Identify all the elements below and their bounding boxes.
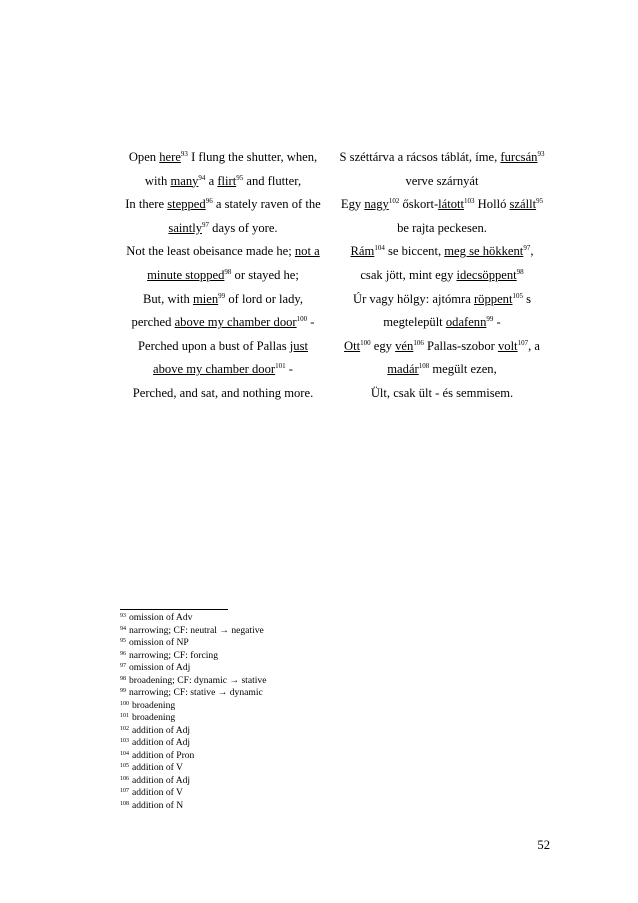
footnote-number: 104 xyxy=(120,750,129,757)
verse-text: But, with xyxy=(142,291,193,306)
footnote xyxy=(120,775,420,788)
english-verse-line xyxy=(116,358,330,382)
footnote-reference: 97 xyxy=(202,220,210,229)
underlined-text: many xyxy=(170,173,199,188)
hungarian-verse-line xyxy=(333,382,551,406)
footnote-reference: 102 xyxy=(388,197,400,206)
verse-text: a stately raven of the xyxy=(212,197,321,212)
footnote-reference: 100 xyxy=(360,338,371,347)
footnote-text: omission of NP xyxy=(129,637,189,648)
verse-text: I flung the shutter, when, xyxy=(187,150,318,164)
hungarian-verse-line xyxy=(333,146,551,170)
footnote-reference: 100 xyxy=(296,315,308,324)
footnote-reference: 101 xyxy=(275,362,286,371)
footnote-text: omission of Adj xyxy=(129,662,191,673)
english-verse-line xyxy=(116,217,330,241)
footnote xyxy=(120,687,420,700)
footnote-separator xyxy=(120,609,228,610)
footnote-text: addition of V xyxy=(132,787,183,798)
footnote-number: 108 xyxy=(120,800,129,807)
footnote xyxy=(120,737,420,750)
footnote xyxy=(120,675,420,688)
verse-text: - xyxy=(307,315,315,330)
footnote-number: 98 xyxy=(120,675,126,682)
footnote-text: narrowing; CF: stative → dynamic xyxy=(129,687,263,698)
underlined-text: not a xyxy=(294,244,320,259)
footnote-number: 99 xyxy=(120,688,126,694)
footnote xyxy=(120,712,420,725)
verse-text: Perched upon a bust of Pallas xyxy=(138,338,290,353)
footnote-number: 106 xyxy=(120,775,129,782)
verse-text: megtelepült xyxy=(383,315,446,330)
verse-text: - xyxy=(285,362,293,377)
underlined-text: above my chamber door xyxy=(153,362,276,377)
footnote-reference: 104 xyxy=(374,244,385,253)
footnote-reference: 107 xyxy=(517,338,529,347)
verse-text: days of yore. xyxy=(209,220,278,235)
verse-text: be rajta peckesen. xyxy=(397,220,487,235)
english-verse-line xyxy=(116,240,330,264)
footnote-reference: 99 xyxy=(218,291,226,300)
hungarian-verse-line xyxy=(333,358,551,382)
english-stanza xyxy=(116,146,330,406)
footnote-number: 103 xyxy=(120,738,129,744)
hungarian-stanza xyxy=(333,146,551,406)
verse-text: s xyxy=(522,291,532,306)
verse-text: or stayed he; xyxy=(231,267,299,282)
verse-text: Open xyxy=(128,150,160,164)
footnote xyxy=(120,625,420,638)
hungarian-verse-line xyxy=(333,170,551,194)
footnote-text: addition of N xyxy=(132,799,184,811)
footnote-text: addition of V xyxy=(132,762,183,773)
underlined-text: idecsöppent xyxy=(456,267,517,282)
underlined-text: volt xyxy=(497,338,518,353)
underlined-text: just xyxy=(289,338,308,353)
verse-text: verve szárnyát xyxy=(405,173,479,188)
footnote-reference: 93 xyxy=(537,150,545,158)
verse-text: , a xyxy=(528,338,540,353)
underlined-text: szállt xyxy=(509,197,537,212)
footnote xyxy=(120,787,420,800)
footnote-number: 107 xyxy=(120,788,129,794)
footnote xyxy=(120,612,420,625)
underlined-text: vén xyxy=(395,338,414,353)
footnote-text: addition of Adj xyxy=(132,774,191,786)
footnote-reference: 105 xyxy=(512,291,523,300)
underlined-text: here xyxy=(159,150,181,164)
underlined-text: odafenn xyxy=(445,315,487,330)
english-verse-line xyxy=(116,311,330,335)
page-number: 52 xyxy=(537,838,550,852)
footnote-reference: 98 xyxy=(224,267,232,276)
verse-text: In there xyxy=(125,197,168,212)
footnote-number: 96 xyxy=(120,650,126,657)
footnote xyxy=(120,650,420,663)
verse-text: Ült, csak ült - és semmisem. xyxy=(370,385,514,400)
hungarian-verse-line xyxy=(333,311,551,335)
footnote-number: 97 xyxy=(120,663,126,669)
footnote-number: 102 xyxy=(120,725,129,732)
footnote xyxy=(120,637,420,650)
verse-text: egy xyxy=(370,338,396,353)
footnote-reference: 96 xyxy=(205,197,213,206)
hungarian-verse-line xyxy=(333,288,551,312)
underlined-text: nagy xyxy=(364,197,389,212)
english-verse-line xyxy=(116,382,330,406)
hungarian-verse-line xyxy=(333,217,551,241)
verse-text: megült ezen, xyxy=(429,362,497,377)
footnote-text: addition of Adj xyxy=(132,737,191,748)
underlined-text: röppent xyxy=(473,291,513,306)
hungarian-verse-line xyxy=(333,240,551,264)
verse-text: and flutter, xyxy=(243,173,302,188)
hungarian-verse-line xyxy=(333,193,551,217)
underlined-text: látott xyxy=(438,197,465,212)
verse-text: of lord or lady, xyxy=(225,291,304,306)
footnote-reference: 106 xyxy=(413,338,424,347)
hungarian-verse-line xyxy=(333,264,551,288)
verse-text: - xyxy=(493,315,501,330)
footnote-number: 100 xyxy=(120,700,129,707)
footnote-reference: 98 xyxy=(516,267,524,276)
footnote-number: 105 xyxy=(120,763,129,769)
english-verse-line xyxy=(116,146,330,170)
footnote-reference: 103 xyxy=(464,197,475,206)
footnote-number: 93 xyxy=(120,613,126,619)
english-verse-line xyxy=(116,288,330,312)
underlined-text: Rám xyxy=(350,244,375,259)
footnote-text: narrowing; CF: neutral → negative xyxy=(129,624,264,636)
footnote-text: narrowing; CF: forcing xyxy=(129,649,218,661)
footnote-reference: 94 xyxy=(198,173,206,182)
footnote-number: 95 xyxy=(120,638,126,644)
english-verse-line xyxy=(116,264,330,288)
footnote-text: addition of Pron xyxy=(132,749,195,761)
footnote xyxy=(120,725,420,738)
verse-text: őskort- xyxy=(399,197,439,212)
footnote xyxy=(120,700,420,713)
underlined-text: minute stopped xyxy=(147,267,225,282)
footnote-text: omission of Adv xyxy=(129,612,193,623)
footnote-reference: 108 xyxy=(418,362,430,371)
footnote-list xyxy=(120,612,420,812)
underlined-text: meg se hökkent xyxy=(444,244,524,259)
english-verse-line xyxy=(116,335,330,359)
footnote-text: addition of Adj xyxy=(132,724,191,736)
underlined-text: furcsán xyxy=(500,150,538,164)
underlined-text: Ott xyxy=(344,338,361,353)
underlined-text: mien xyxy=(192,291,219,306)
english-verse-line xyxy=(116,193,330,217)
verse-text: Úr vagy hölgy: ajtómra xyxy=(352,291,474,306)
verse-text: Perched, and sat, and nothing more. xyxy=(132,385,314,400)
footnote-text: broadening; CF: dynamic → stative xyxy=(129,674,267,686)
footnote xyxy=(120,662,420,675)
footnote xyxy=(120,750,420,763)
verse-text: se biccent, xyxy=(384,244,445,259)
footnote-text: broadening xyxy=(132,699,176,711)
verse-text: Not the least obeisance made he; xyxy=(126,244,295,259)
underlined-text: flirt xyxy=(217,173,237,188)
verse-text: Pallas-szobor xyxy=(423,338,498,353)
footnote-reference: 97 xyxy=(523,244,531,253)
verse-text: with xyxy=(144,173,171,188)
footnote xyxy=(120,762,420,775)
english-verse-line xyxy=(116,170,330,194)
footnote xyxy=(120,800,420,813)
footnote-text: broadening xyxy=(132,712,176,723)
underlined-text: stepped xyxy=(167,197,206,212)
underlined-text: madár xyxy=(387,362,419,377)
footnote-number: 94 xyxy=(120,625,126,632)
verse-text: a xyxy=(205,173,218,188)
verse-text: perched xyxy=(131,315,175,330)
verse-text: , xyxy=(530,244,534,259)
footnote-reference: 99 xyxy=(486,315,494,324)
footnote-reference: 93 xyxy=(180,150,188,158)
footnote-number: 101 xyxy=(120,713,129,719)
hungarian-verse-line xyxy=(333,335,551,359)
verse-text: Holló xyxy=(474,197,510,212)
underlined-text: saintly xyxy=(168,220,203,235)
verse-text: Egy xyxy=(340,197,365,212)
footnote-reference: 95 xyxy=(536,197,544,206)
verse-text: S széttárva a rácsos táblát, íme, xyxy=(339,150,501,164)
footnote-reference: 95 xyxy=(236,173,244,182)
verse-text: csak jött, mint egy xyxy=(360,267,457,282)
underlined-text: above my chamber door xyxy=(174,315,297,330)
